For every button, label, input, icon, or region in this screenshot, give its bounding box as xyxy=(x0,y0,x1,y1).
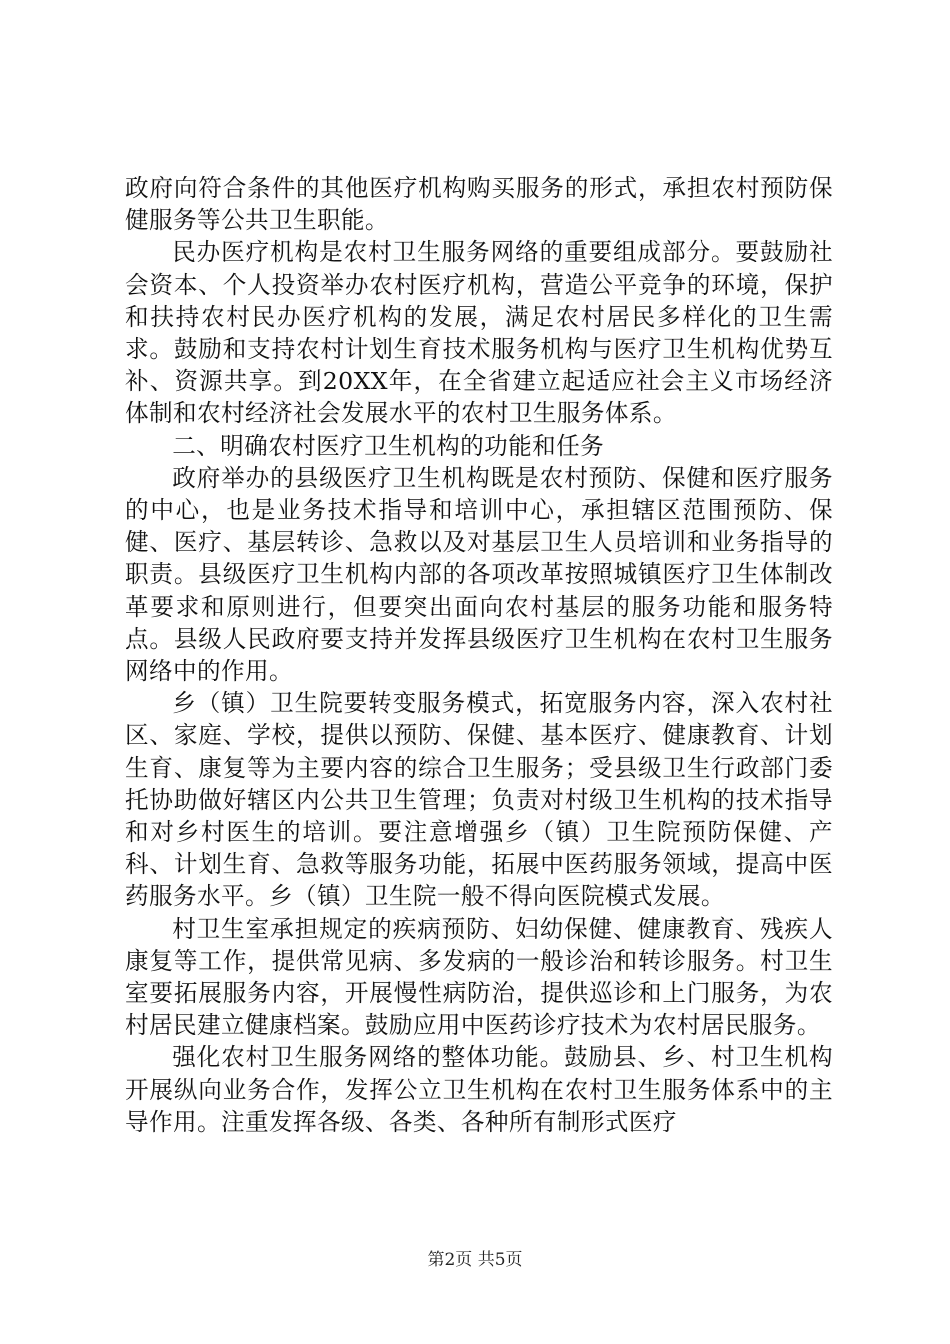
paragraph-2: 民办医疗机构是农村卫生服务网络的重要组成部分。要鼓励社会资本、个人投资举办农村医疗机构，营造公平竞争的环境，保护和扶持农村民办医疗机构的发展，满足农村居民多样化的卫生需求。鼓励和支持农村计划生育技术服务机构与医疗卫生机构优势互补、资源共享。到20XX年，在全省建立起适应社会主义市场经济体制和农村经济社会发展水平的农村卫生服务体系。 xyxy=(125,238,833,428)
document-body xyxy=(125,172,833,1138)
paragraph-6: 强化农村卫生服务网络的整体功能。鼓励县、乡、村卫生机构开展纵向业务合作，发挥公立卫生机构在农村卫生服务体系中的主导作用。注重发挥各级、各类、各种所有制形式医疗 xyxy=(125,1043,833,1136)
paragraph-1: 政府向符合条件的其他医疗机构购买服务的形式，承担农村预防保健服务等公共卫生职能。 xyxy=(125,174,833,235)
paragraph-5: 村卫生室承担规定的疾病预防、妇幼保健、健康教育、残疾人康复等工作，提供常见病、多发病的一般诊治和转诊服务。村卫生室要拓展服务内容，开展慢性病防治，提供巡诊和上门服务，为农村居民建立健康档案。鼓励应用中医药诊疗技术为农村居民服务。 xyxy=(125,914,833,1040)
paragraph-4: 乡（镇）卫生院要转变服务模式，拓宽服务内容，深入农村社区、家庭、学校，提供以预防、保健、基本医疗、健康教育、计划生育、康复等为主要内容的综合卫生服务；受县级卫生行政部门委托协助做好辖区内公共卫生管理；负责对村级卫生机构的技术指导和对乡村医生的培训。要注意增强乡（镇）卫生院预防保健、产科、计划生育、急救等服务功能，拓展中医药服务领域，提高中医药服务水平。乡（镇）卫生院一般不得向医院模式发展。 xyxy=(125,689,833,911)
paragraph-3: 政府举办的县级医疗卫生机构既是农村预防、保健和医疗服务的中心，也是业务技术指导和培训中心，承担辖区范围预防、保健、医疗、基层转诊、急救以及对基层卫生人员培训和业务指导的职责。县级医疗卫生机构内部的各项改革按照城镇医疗卫生体制改革要求和原则进行，但要突出面向农村基层的服务功能和服务特点。县级人民政府要支持并发挥县级医疗卫生机构在农村卫生服务网络中的作用。 xyxy=(125,463,833,686)
page-number-footer: 第2页 共5页 xyxy=(427,1250,523,1270)
section-heading: 二、明确农村医疗卫生机构的功能和任务 xyxy=(172,431,605,460)
